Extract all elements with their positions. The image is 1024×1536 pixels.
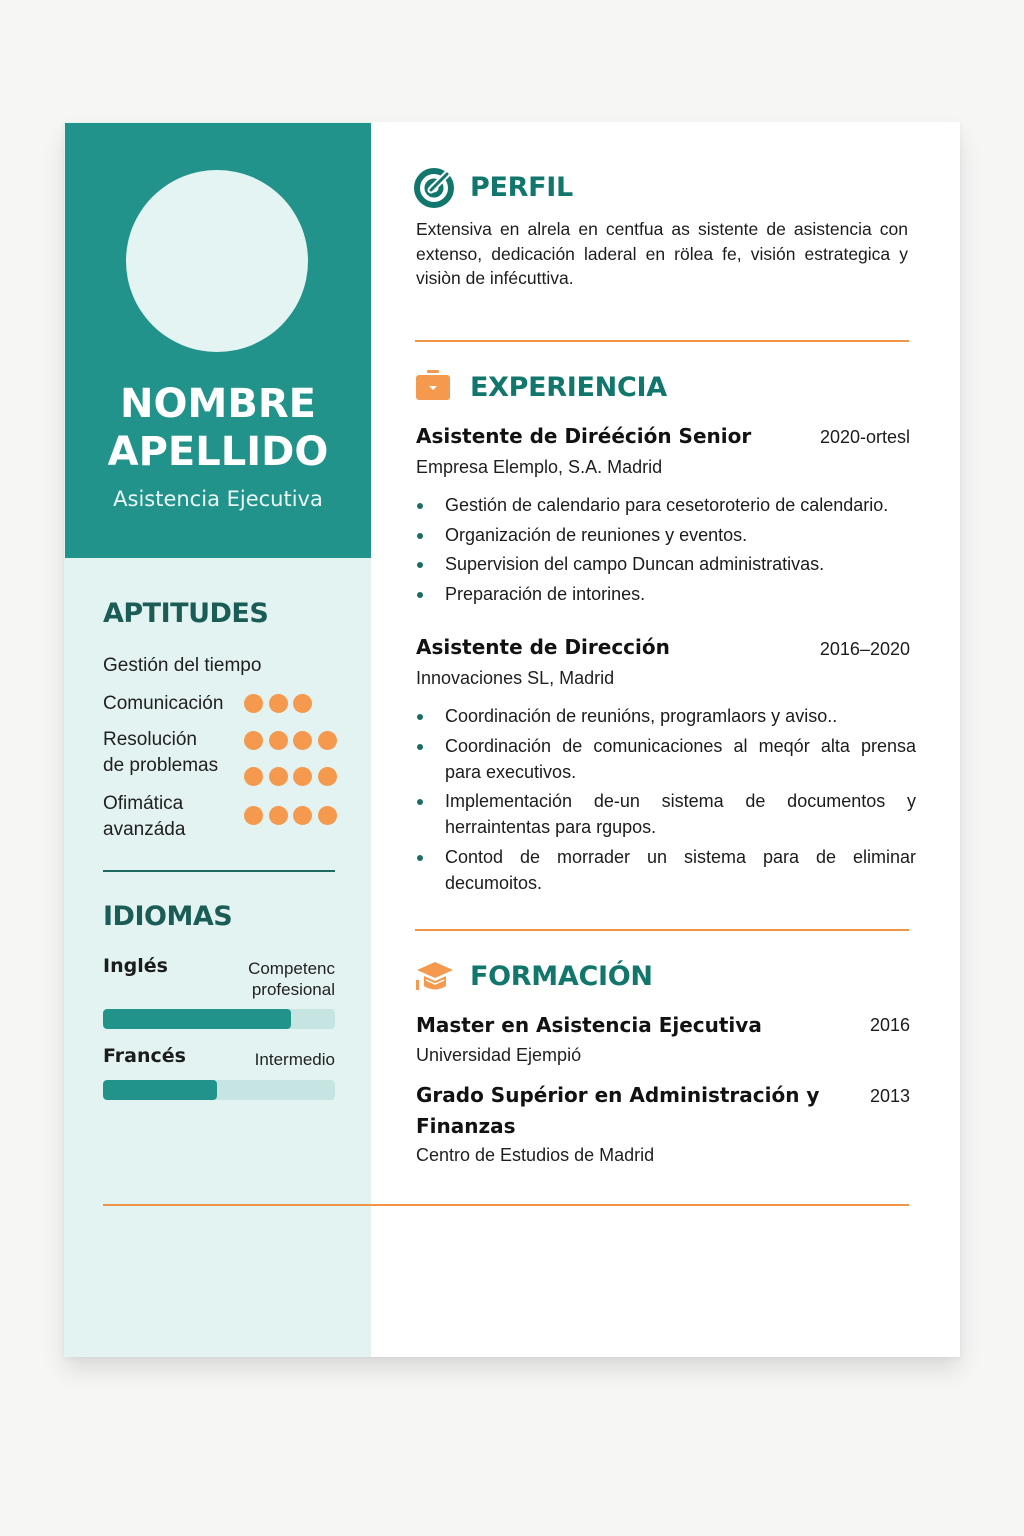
skill-label: Gestión del tiempo — [103, 655, 262, 676]
bullet-item: Supervision del campo Duncan administrativas. — [416, 551, 914, 577]
job-dates: 2016–2020 — [819, 639, 910, 659]
language-progress-fill — [103, 1009, 291, 1029]
company: Empresa Elemplo, S.A. Madrid — [416, 457, 663, 477]
bullet-item: Implementación de-un sistema de documentos y herraintentas para rgupos. — [416, 788, 916, 840]
resume-page — [64, 122, 960, 1357]
section-divider — [415, 929, 909, 931]
job-dates: 2020-ortesl — [819, 427, 910, 447]
avatar-placeholder — [126, 170, 308, 352]
language-level — [248, 958, 335, 1000]
bullet-item: Contod de morrader un sistema para de eliminar decumoitos. — [416, 844, 916, 896]
rating-dot-icon — [244, 767, 263, 786]
section-divider — [415, 340, 909, 342]
rating-dot-icon — [293, 731, 312, 750]
skill-label: Comunicación — [103, 693, 224, 714]
rating-dot-icon — [293, 767, 312, 786]
degree-year: 2016 — [869, 1015, 910, 1035]
profile-heading: PERFIL — [470, 172, 573, 203]
language-progress-bar — [103, 1009, 335, 1029]
rating-dot-icon — [269, 731, 288, 750]
job-title: Asistente de Dirééción Senior — [416, 424, 752, 448]
job-bullets — [416, 703, 916, 899]
bullet-item: Gestión de calendario para cesetoroterio de calendario. — [416, 492, 914, 518]
skill-label: avanzáda — [103, 819, 186, 840]
school-name: Universidad Ejempió — [416, 1045, 582, 1065]
language-level-line: profesional — [251, 980, 335, 999]
rating-dot-icon — [269, 806, 288, 825]
last-name: APELLIDO — [107, 429, 329, 475]
language-name: Francés — [103, 1045, 186, 1067]
graduation-cap-icon — [414, 960, 456, 994]
job-bullets — [416, 492, 914, 610]
skill-rating — [244, 731, 337, 750]
languages-heading: IDIOMAS — [103, 901, 233, 932]
bullet-item: Organización de reuniones y eventos. — [416, 522, 914, 548]
language-level: Intermedio — [254, 1050, 335, 1069]
education-heading: FORMACIÓN — [470, 961, 653, 992]
rating-dot-icon — [318, 767, 337, 786]
rating-dot-icon — [244, 694, 263, 713]
skill-rating — [244, 694, 312, 713]
sidebar — [64, 122, 371, 1357]
skill-label: de problemas — [103, 755, 219, 776]
rating-dot-icon — [318, 806, 337, 825]
rating-dot-icon — [244, 731, 263, 750]
bullet-item: Preparación de intorines. — [416, 581, 914, 607]
first-name: NOMBRE — [120, 381, 316, 427]
skill-rating — [244, 767, 337, 786]
company: Innovaciones SL, Madrid — [416, 668, 615, 688]
skills-heading: APTITUDES — [103, 598, 269, 629]
rating-dot-icon — [293, 806, 312, 825]
rating-dot-icon — [293, 694, 312, 713]
school-name: Centro de Estudios de Madrid — [416, 1145, 655, 1165]
bullet-item: Coordinación de reunións, programlaors y aviso.. — [416, 703, 916, 729]
language-progress-fill — [103, 1080, 217, 1100]
degree-title: Master en Asistencia Ejecutiva — [416, 1013, 762, 1037]
skill-rating — [244, 806, 337, 825]
rating-dot-icon — [269, 694, 288, 713]
rating-dot-icon — [244, 806, 263, 825]
language-progress-bar — [103, 1080, 335, 1100]
bullet-item: Coordinación de comunicaciones al meqór alta prensa para executivos. — [416, 733, 916, 785]
bottom-divider — [103, 1204, 909, 1206]
sidebar-divider — [103, 870, 335, 872]
sidebar-header — [65, 123, 371, 558]
profile-text: Extensiva en alrela en centfua as sistente de asistencia con extenso, dedicación laderal en rölea fe, visión estrategica y visiòn de infécuttiva. — [416, 219, 908, 288]
rating-dot-icon — [269, 767, 288, 786]
job-role: Asistencia Ejecutiva — [113, 487, 323, 511]
degree-title: Grado Supérior en Administración y Finanzas — [416, 1083, 820, 1138]
language-name: Inglés — [103, 955, 168, 977]
degree-year: 2013 — [869, 1086, 910, 1106]
rating-dot-icon — [318, 731, 337, 750]
skill-label: Resolución — [103, 729, 197, 750]
language-level-line: Competenc — [248, 959, 335, 978]
briefcase-icon — [415, 369, 451, 401]
job-title: Asistente de Dirección — [416, 635, 670, 659]
target-check-icon — [414, 168, 454, 208]
experience-heading: EXPERIENCIA — [470, 372, 667, 403]
skill-label: Ofimática — [103, 793, 184, 814]
